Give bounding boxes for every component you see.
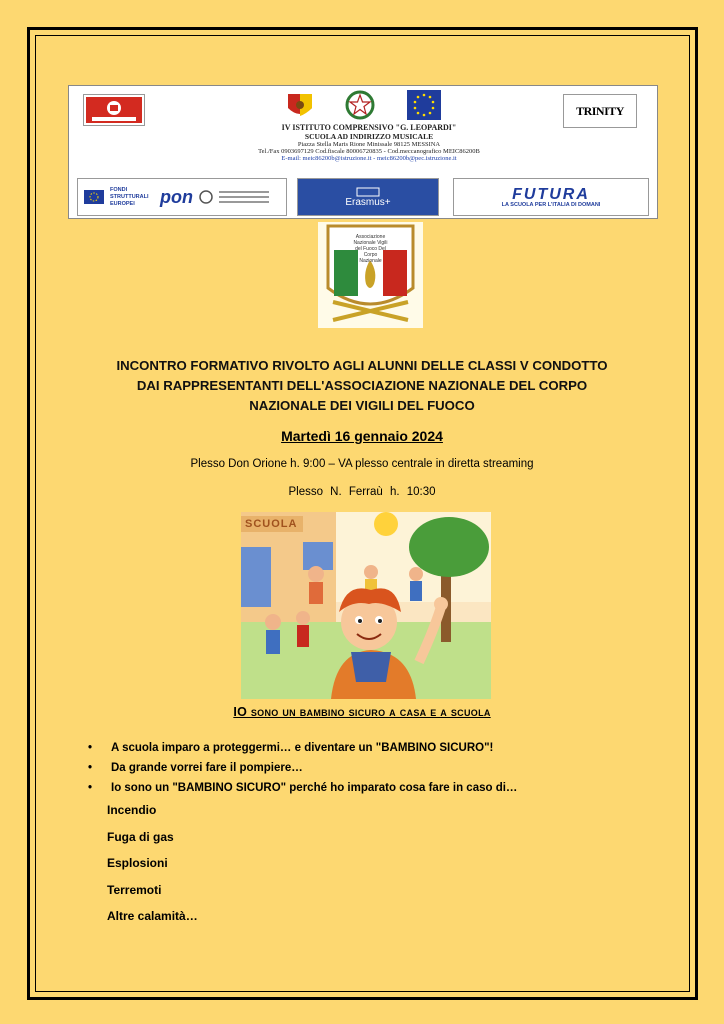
bullet-list <box>88 738 517 798</box>
school-contacts: Tel./Fax 0903697129 Cod.fiscale 80006720835 - Cod.meccanografico MEIC86200B <box>258 148 480 155</box>
plesso-schedule-2: Plesso N. Ferraù h. 10:30 <box>288 486 436 498</box>
erasmus-banner <box>297 178 439 216</box>
title-line-2: DAI RAPPRESENTANTI DELL'ASSOCIAZIONE NAZIONALE DEL CORPO <box>136 378 588 393</box>
eu-small-flag-icon <box>84 190 104 204</box>
hazard-list <box>107 800 198 933</box>
section-subtitle: IO sono un bambino sicuro a casa e a scuola <box>233 705 491 719</box>
school-email[interactable]: E-mail: meic86200b@istruzione.it - meic86200b@pec.istruzione.it <box>281 155 457 162</box>
school-type: SCUOLA AD INDIRIZZO MUSICALE <box>304 132 434 141</box>
hazard-item: Incendio <box>107 803 157 817</box>
sicilia-emblem-icon <box>286 92 314 120</box>
ministero-text-lines <box>219 188 269 206</box>
hazard-item: Terremoti <box>107 882 162 897</box>
hazard-item: Fuga di gas <box>107 829 174 844</box>
repubblica-emblem-icon <box>345 90 375 120</box>
list-item: • Io sono un "BAMBINO SICURO" perché ho imparato cosa fare in caso di… <box>88 778 517 798</box>
croce-logo <box>83 94 145 126</box>
child-school-illustration <box>241 512 491 699</box>
badge-text: Associazione Nazionale Vigili del Fuoco Del Corpo Nazionale <box>353 234 388 264</box>
futura-label: FUTURA <box>512 185 590 203</box>
trinity-logo <box>563 94 637 128</box>
eu-flag-icon <box>407 90 441 120</box>
fondi-label: FONDI STRUTTURALI EUROPEI <box>110 186 149 207</box>
croce-emblem-icon <box>86 97 142 123</box>
school-header <box>68 85 658 219</box>
futura-sub: LA SCUOLA PER L'ITALIA DI DOMANI <box>501 201 601 208</box>
vigili-badge <box>318 222 423 328</box>
hazard-item: Altre calamità… <box>107 909 198 923</box>
ministero-emblem-icon <box>199 190 213 204</box>
illustration-sign: SCUOLA <box>245 518 298 530</box>
pon-banner <box>77 178 287 216</box>
event-date: Martedì 16 gennaio 2024 <box>281 428 443 444</box>
pon-label: pon <box>160 186 193 207</box>
trinity-label: TRINITY <box>576 103 624 118</box>
plesso-schedule-1: Plesso Don Orione h. 9:00 – VA plesso centrale in diretta streaming <box>190 458 534 470</box>
school-illustration <box>241 512 491 699</box>
list-item: • A scuola imparo a proteggermi… e diventare un "BAMBINO SICURO"! <box>88 738 517 758</box>
erasmus-icon <box>356 187 380 197</box>
list-item: • Da grande vorrei fare il pompiere… <box>88 758 517 778</box>
erasmus-label: Erasmus+ <box>345 196 391 208</box>
hazard-item: Esplosioni <box>107 856 168 870</box>
school-address: Piazza Stella Maris Rione Minissale 98125 MESSINA <box>297 141 441 148</box>
school-info <box>219 123 519 162</box>
title-line-3: NAZIONALE DEI VIGILI DEL FUOCO <box>249 398 475 413</box>
futura-banner <box>453 178 649 216</box>
event-title <box>70 356 654 416</box>
title-line-1: INCONTRO FORMATIVO RIVOLTO AGLI ALUNNI DELLE CLASSI V CONDOTTO <box>116 358 608 373</box>
school-name: IV ISTITUTO COMPRENSIVO "G. LEOPARDI" <box>281 123 457 132</box>
